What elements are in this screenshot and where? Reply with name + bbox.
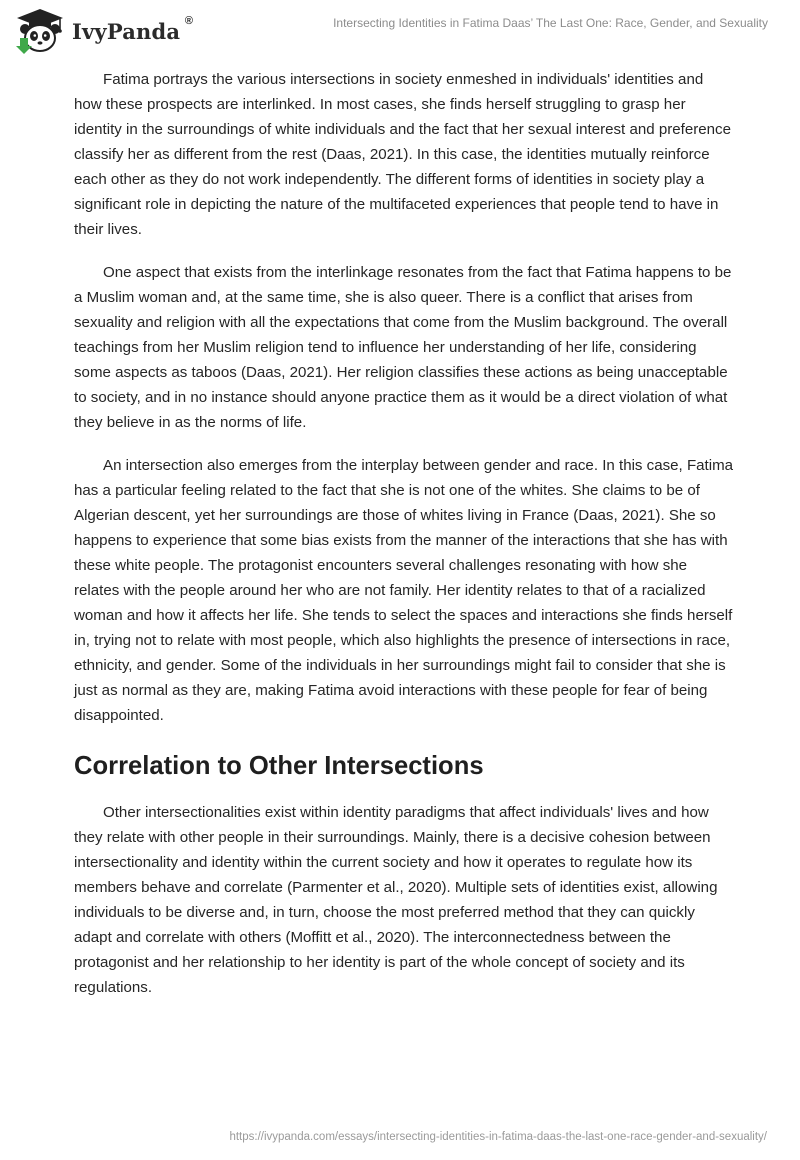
- registered-mark: ®: [184, 14, 194, 27]
- ivypanda-logo[interactable]: [14, 8, 194, 54]
- brand-name: IvyPanda ®: [72, 14, 194, 44]
- source-url-link[interactable]: https://ivypanda.com/essays/intersecting-identities-in-fatima-daas-the-last-one-race-gender-and-sexuality/: [229, 1131, 767, 1143]
- page-header: [0, 0, 800, 60]
- section-heading: Correlation to Other Intersections: [74, 752, 484, 780]
- essay-title: Intersecting Identities in Fatima Daas’ The Last One: Race, Gender, and Sexuality: [333, 16, 768, 30]
- paragraph: One aspect that exists from the interlinkage resonates from the fact that Fatima happens to be a Muslim woman and, at the same time, she is also queer. There is a conflict that arises from sexuality and religion with all the expectations that come from the Muslim background. The overall teachings from her Muslim religion tend to influence her understanding of her life, considering some aspects as taboos (Daas, 2021). Her religion classifies these actions as being unacceptable to society, and in no instance should anyone practice them as it would be a direct violation of what they believe in as the norms of life.: [74, 264, 732, 431]
- essay-body: [74, 67, 734, 1018]
- paragraph: Fatima portrays the various intersections in society enmeshed in individuals' identities and how these prospects are interlinked. In most cases, she finds herself struggling to grasp her identity in the surroundings of white individuals and the fact that her sexual interest and preference classify her as different from the rest (Daas, 2021). In this case, the identities mutually reinforce each other as they do not work independently. The different forms of identities in society play a significant role in depicting the nature of the multifaceted experiences that people tend to have in their lives.: [74, 71, 731, 238]
- paragraph: Other intersectionalities exist within identity paradigms that affect individuals' lives and how they relate with other people in their surroundings. Mainly, there is a decisive cohesion between intersectionality and identity within the current society and how it operates to regulate how its members behave and correlate (Parmenter et al., 2020). Multiple sets of identities exist, allowing individuals to be diverse and, in turn, choose the most preferred method that they can quickly adapt and correlate with others (Moffitt et al., 2020). The interconnectedness between the protagonist and her relationship to her identity is part of the whole concept of society and its regulations.: [74, 804, 718, 996]
- panda-graduation-cap-icon: [14, 8, 66, 54]
- paragraph: An intersection also emerges from the interplay between gender and race. In this case, Fatima has a particular feeling related to the fact that she is not one of the whites. She claims to be of Algerian descent, yet her surroundings are those of whites living in France (Daas, 2021). She so happens to experience that some bias exists from the manner of the interactions that she has with these white people. The protagonist encounters several challenges resonating with how she relates with the people around her who are not family. Her identity relates to that of a racialized woman and how it affects her life. She tends to select the spaces and interactions she finds herself in, trying not to relate with most people, which also highlights the presence of intersections in race, ethnicity, and gender. Some of the individuals in her surroundings might fail to consider that she is just as normal as they are, making Fatima avoid interactions with these people for fear of being disappointed.: [74, 457, 734, 724]
